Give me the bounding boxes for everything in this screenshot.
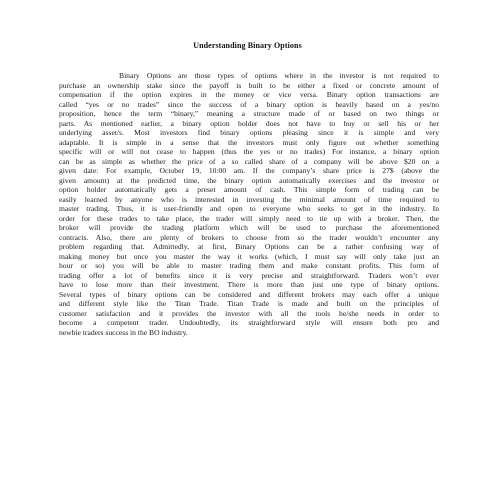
body-line: Several types of binary options can be considered and different brokers may each offer a unique <box>59 289 439 299</box>
body-line: customer satisfaction and it provides the investor with all the tools he/she needs in order to <box>59 308 439 318</box>
body-line: have to lose more than their investment. There is more than just one type of binary options. <box>59 280 439 289</box>
body-line: compensation if the option expires in the money or vice versa. Binary option transactions are <box>59 90 439 99</box>
body-line: given amount) at the predicted time, the binary option automatically exercises and the investor or <box>59 175 439 185</box>
body-line: specific will or will not cease to happen (thus the yes or no trades) For instance, a binary option <box>59 147 439 156</box>
body-line: proposition, hence the term “binary,” meaning a structure made of or based on two things or <box>59 109 439 118</box>
document-body <box>59 71 439 337</box>
body-line: parts. As mentioned earlier, a binary option holder does not have to buy or sell his or her <box>59 118 439 128</box>
body-line: can be as simple as whether the price of a so called share of a company will be above $20 on a <box>59 156 439 166</box>
body-line: broker will provide the trading platform which will be used to purchase the aforementioned <box>59 223 439 232</box>
body-line: option holder automatically gets a preset amount of cash. This simple form of trading can be <box>59 185 439 194</box>
body-line: problem regarding that. Admittedly, at first, Binary Options can be a rather confusing way of <box>59 242 439 251</box>
body-line: underlying asset/s. Most investors find binary options pleasing since it is simple and very <box>59 128 439 137</box>
body-line: master trading. Thus, it is user-friendly and open to everyone who seeks to get in the industry. In <box>59 204 439 213</box>
body-line: hour or so) you will be able to master trading them and make constant profits. This form of <box>59 261 439 270</box>
document-title: Understanding Binary Options <box>193 41 302 50</box>
body-line: order for these trades to take place, the trader will simply need to tie up with a broker. Then, the <box>59 213 439 223</box>
body-line: become a competent trader. Undoubtedly, its straightforward style will ensure both pro and <box>59 318 439 327</box>
body-line: and different style like the Titan Trade. Titan Trade is made and built on the principles of <box>59 299 439 308</box>
body-line: making money but once you master the way it works (which, I must say will only take just an <box>59 251 439 261</box>
body-line: given date: For example, October 19, 10:00 am. If the company’s share price is 27$ (above the <box>59 166 439 175</box>
body-line: newbie traders success in the BO industry. <box>59 327 188 337</box>
body-line: easily learned by anyone who is interested in investing the minimal amount of time required to <box>59 194 439 204</box>
body-line: trading offer a lot of benefits since it is very precise and straightforward. Traders won’t ever <box>59 270 439 280</box>
body-line: purchase an ownership stake since the payoff is built to be either a fixed or concrete amount of <box>59 80 439 90</box>
body-line: contracts. Also, there are plenty of brokers to choose from so the trader wouldn’t encounter any <box>59 232 439 242</box>
body-line: adaptable. It is simple in a sense that the investors must only figure out whether something <box>59 137 439 147</box>
body-line: Binary Options are those types of options where in the investor is not required to <box>119 71 439 80</box>
body-line: called “yes or no trades” since the success of a binary option is heavily based on a yes/no <box>59 99 439 109</box>
